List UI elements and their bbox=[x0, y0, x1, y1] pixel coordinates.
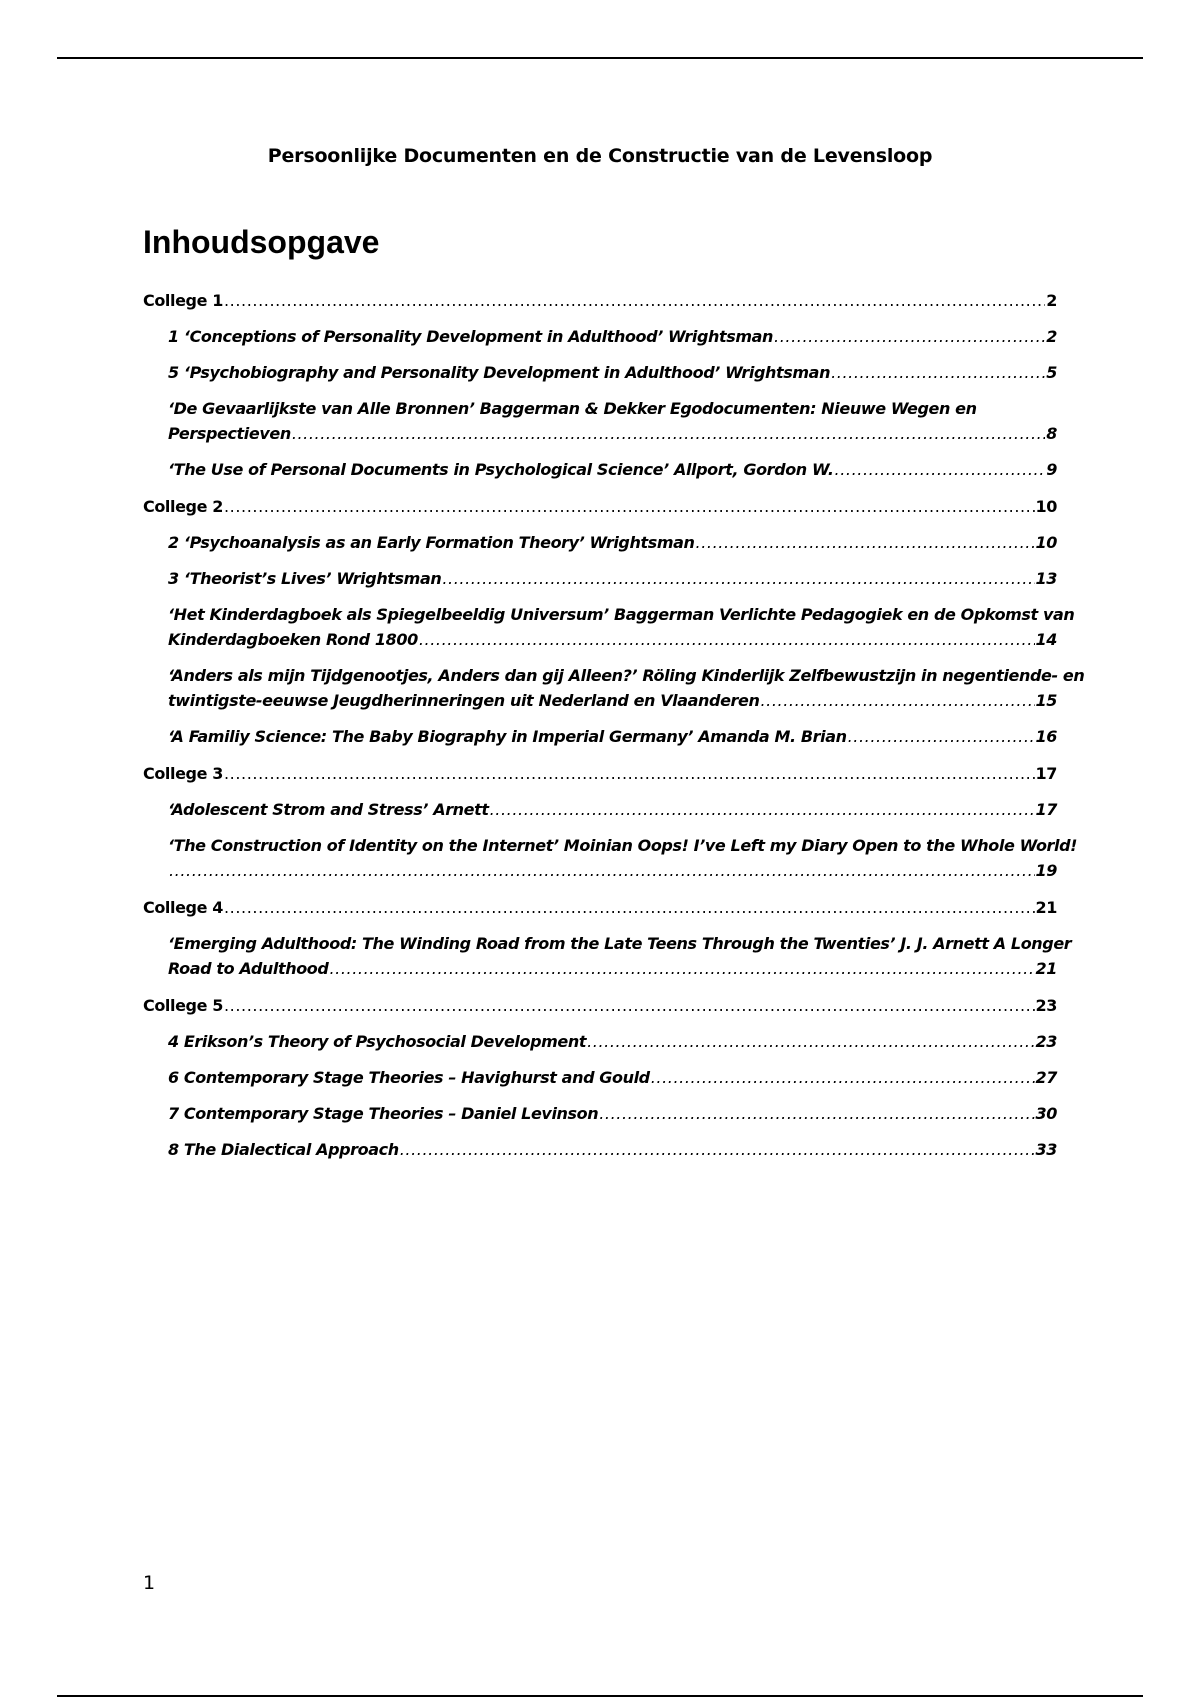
toc-entry-page: 19 bbox=[1035, 861, 1057, 880]
toc-heading: Inhoudsopgave bbox=[143, 224, 380, 260]
toc-leader-dots bbox=[761, 688, 1035, 713]
toc-entry-label: 7 Contemporary Stage Theories – Daniel Levinson bbox=[168, 1104, 599, 1123]
toc-leader-dots bbox=[831, 360, 1045, 385]
toc-leader-dots bbox=[224, 494, 1035, 519]
toc-entry-reading[interactable] bbox=[143, 797, 1057, 822]
toc-entry-page: 33 bbox=[1035, 1140, 1057, 1159]
toc-entry-page: 17 bbox=[1035, 800, 1057, 819]
toc-entry-college[interactable] bbox=[143, 288, 1057, 313]
toc-entry-page: 9 bbox=[1046, 460, 1057, 479]
toc-leader-dots bbox=[224, 895, 1035, 920]
toc-section bbox=[143, 895, 1072, 981]
toc-entry-page: 17 bbox=[1035, 764, 1057, 783]
toc-entry-page: 2 bbox=[1046, 327, 1057, 346]
toc-entry-label: 2 ‘Psychoanalysis as an Early Formation Theory’ Wrightsman bbox=[168, 533, 695, 552]
toc-entry-page: 27 bbox=[1035, 1068, 1057, 1087]
toc-entry-label: 1 ‘Conceptions of Personality Development in Adulthood’ Wrightsman bbox=[168, 327, 774, 346]
toc-entry-page: 14 bbox=[1035, 630, 1057, 649]
toc-entry-label: 8 The Dialectical Approach bbox=[168, 1140, 399, 1159]
toc-entry-label: College 3 bbox=[143, 764, 223, 783]
toc-entry-college[interactable] bbox=[143, 494, 1057, 519]
toc-section bbox=[143, 494, 1085, 749]
toc-entry-reading[interactable] bbox=[143, 602, 1075, 652]
toc-entry-label-line: Road to Adulthood bbox=[168, 959, 329, 978]
footer-rule bbox=[57, 1695, 1143, 1697]
toc-entry-label-line: ‘Het Kinderdagboek als Spiegelbeeldig Universum’ Baggerman Verlichte Pedagogiek en de Opkomst van bbox=[168, 605, 1075, 624]
toc-entry-college[interactable] bbox=[143, 761, 1057, 786]
toc-entry-label: 3 ‘Theorist’s Lives’ Wrightsman bbox=[168, 569, 442, 588]
toc-entry-reading[interactable] bbox=[143, 457, 1057, 482]
toc-entry-page: 5 bbox=[1046, 363, 1057, 382]
toc-entry-reading[interactable] bbox=[143, 1137, 1057, 1162]
table-of-contents bbox=[143, 288, 1085, 1174]
page-number: 1 bbox=[143, 1572, 156, 1594]
toc-leader-dots bbox=[599, 1101, 1034, 1126]
toc-leader-dots bbox=[490, 797, 1035, 822]
toc-leader-dots bbox=[696, 530, 1035, 555]
toc-entry-reading[interactable] bbox=[143, 530, 1057, 555]
toc-entry-college[interactable] bbox=[143, 993, 1057, 1018]
toc-entry-page: 16 bbox=[1035, 727, 1057, 746]
toc-leader-dots bbox=[169, 858, 1035, 883]
toc-section bbox=[143, 761, 1078, 883]
toc-entry-page: 23 bbox=[1035, 1032, 1057, 1051]
toc-entry-page: 21 bbox=[1035, 898, 1057, 917]
toc-entry-label: 5 ‘Psychobiography and Personality Development in Adulthood’ Wrightsman bbox=[168, 363, 831, 382]
toc-entry-label-line: ‘Emerging Adulthood: The Winding Road from the Late Teens Through the Twenties’ J. J. Arnett A Longer bbox=[168, 934, 1072, 953]
toc-entry-reading[interactable] bbox=[143, 324, 1057, 349]
toc-entry-label-line: Kinderdagboeken Rond 1800 bbox=[168, 630, 418, 649]
toc-entry-label-line: twintigste-eeuwse Jeugdherinneringen uit Nederland en Vlaanderen bbox=[168, 691, 760, 710]
toc-leader-dots bbox=[774, 324, 1045, 349]
header-rule bbox=[57, 57, 1143, 59]
toc-entry-reading[interactable] bbox=[143, 1065, 1057, 1090]
toc-entry-label: College 5 bbox=[143, 996, 223, 1015]
toc-entry-label: ‘The Use of Personal Documents in Psychological Science’ Allport, Gordon W. bbox=[168, 460, 834, 479]
toc-entry-label: 4 Erikson’s Theory of Psychosocial Development bbox=[168, 1032, 587, 1051]
toc-entry-college[interactable] bbox=[143, 895, 1057, 920]
toc-entry-page: 23 bbox=[1035, 996, 1057, 1015]
toc-entry-reading[interactable] bbox=[143, 931, 1072, 981]
toc-entry-label: College 2 bbox=[143, 497, 223, 516]
toc-entry-page: 15 bbox=[1035, 691, 1057, 710]
toc-entry-page: 13 bbox=[1035, 569, 1057, 588]
toc-section bbox=[143, 993, 1057, 1162]
toc-leader-dots bbox=[224, 761, 1035, 786]
toc-entry-label-line: ‘De Gevaarlijkste van Alle Bronnen’ Baggerman & Dekker Egodocumenten: Nieuwe Wegen en bbox=[168, 399, 977, 418]
document-title: Persoonlijke Documenten en de Constructie van de Levensloop bbox=[267, 145, 933, 167]
toc-leader-dots bbox=[292, 421, 1045, 446]
toc-leader-dots bbox=[224, 288, 1045, 313]
toc-entry-page: 10 bbox=[1035, 497, 1057, 516]
toc-leader-dots bbox=[224, 993, 1035, 1018]
toc-entry-page: 21 bbox=[1035, 959, 1057, 978]
toc-entry-label: College 4 bbox=[143, 898, 223, 917]
toc-entry-reading[interactable] bbox=[143, 1101, 1057, 1126]
toc-entry-reading[interactable] bbox=[143, 833, 1078, 883]
toc-entry-label: College 1 bbox=[143, 291, 223, 310]
toc-leader-dots bbox=[400, 1137, 1035, 1162]
toc-entry-reading[interactable] bbox=[143, 396, 1057, 446]
toc-entry-label: ‘A Familiy Science: The Baby Biography in Imperial Germany’ Amanda M. Brian bbox=[168, 727, 847, 746]
toc-leader-dots bbox=[329, 956, 1034, 981]
toc-entry-page: 2 bbox=[1046, 291, 1057, 310]
toc-entry-reading[interactable] bbox=[143, 566, 1057, 591]
toc-leader-dots bbox=[835, 457, 1046, 482]
toc-entry-reading[interactable] bbox=[143, 1029, 1057, 1054]
toc-entry-label-line: ‘Anders als mijn Tijdgenootjes, Anders dan gij Alleen?’ Röling Kinderlijk Zelfbewustzijn in negentiende- en bbox=[168, 666, 1085, 685]
toc-entry-page: 30 bbox=[1035, 1104, 1057, 1123]
toc-entry-label: 6 Contemporary Stage Theories – Havighurst and Gould bbox=[168, 1068, 650, 1087]
toc-entry-reading[interactable] bbox=[143, 724, 1057, 749]
toc-leader-dots bbox=[651, 1065, 1035, 1090]
toc-leader-dots bbox=[442, 566, 1034, 591]
toc-leader-dots bbox=[587, 1029, 1034, 1054]
toc-entry-label: ‘Adolescent Strom and Stress’ Arnett bbox=[168, 800, 489, 819]
toc-entry-page: 8 bbox=[1046, 424, 1057, 443]
toc-entry-label-line: Perspectieven bbox=[168, 424, 291, 443]
toc-entry-page: 10 bbox=[1035, 533, 1057, 552]
toc-leader-dots bbox=[848, 724, 1035, 749]
toc-leader-dots bbox=[419, 627, 1035, 652]
toc-entry-reading[interactable] bbox=[143, 360, 1057, 385]
toc-entry-label-line: ‘The Construction of Identity on the Internet’ Moinian Oops! I’ve Left my Diary Open to the Whole World! bbox=[168, 836, 1078, 855]
toc-section bbox=[143, 288, 1057, 482]
toc-entry-reading[interactable] bbox=[143, 663, 1085, 713]
